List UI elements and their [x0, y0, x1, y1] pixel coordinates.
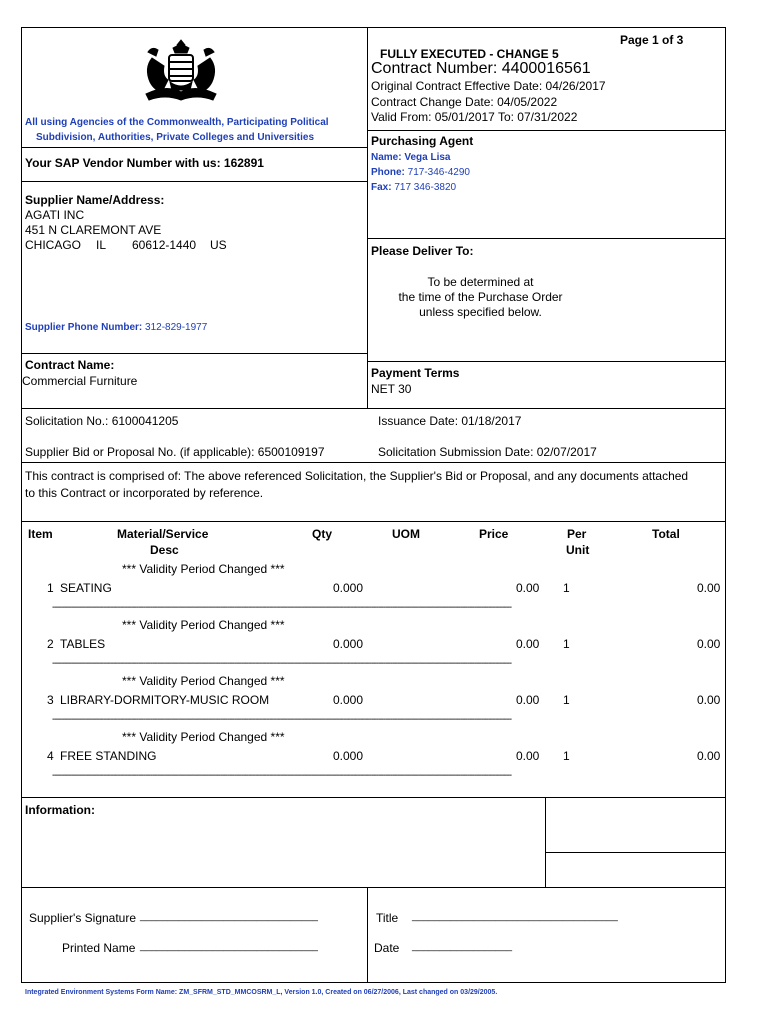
col-per-unit: Unit	[566, 543, 590, 557]
supplier-name: AGATI INC	[25, 208, 85, 222]
issuance-date: Issuance Date: 01/18/2017	[378, 414, 522, 428]
item-total: 0.00	[697, 637, 721, 651]
submission-date: Solicitation Submission Date: 02/07/2017	[378, 445, 597, 459]
item-number: 2	[47, 637, 54, 651]
item-total: 0.00	[697, 693, 721, 707]
contract-name-value: Commercial Furniture	[22, 374, 138, 388]
divider	[367, 130, 726, 131]
page-number: Page 1 of 3	[620, 33, 684, 47]
status-label: FULLY EXECUTED - CHANGE 5	[380, 47, 559, 61]
original-effective-date: Original Contract Effective Date: 04/26/2017	[371, 79, 606, 93]
commonwealth-seal-icon	[140, 38, 222, 104]
item-note: *** Validity Period Changed ***	[122, 618, 285, 632]
item-note: *** Validity Period Changed ***	[122, 674, 285, 688]
signature-line[interactable]: ________________________________	[140, 911, 318, 922]
item-qty: 0.000	[333, 693, 364, 707]
col-item: Item	[28, 527, 53, 541]
form-footer: Integrated Environment Systems Form Name: ZM_SFRM_STD_MMCOSRM_L, Version 1.0, Created on 06/27/2006, Last changed on 03/29/2005.	[25, 989, 498, 996]
supplier-phone-value: 312-829-1977	[145, 322, 208, 333]
divider	[367, 361, 726, 362]
vendor-number: Your SAP Vendor Number with us: 162891	[25, 156, 264, 170]
supplier-title: Supplier Name/Address:	[25, 193, 165, 207]
supplier-phone: Supplier Phone Number: 312-829-1977	[25, 322, 208, 333]
deliver-line-1: To be determined at	[427, 275, 534, 289]
information-title: Information:	[25, 803, 95, 817]
item-desc: LIBRARY-DORMITORY-MUSIC ROOM	[60, 693, 270, 707]
item-price: 0.00	[516, 581, 540, 595]
divider	[21, 887, 726, 888]
col-per: Per	[567, 527, 587, 541]
agencies-line-2: Subdivision, Authorities, Private Colleges and Universities	[36, 132, 315, 143]
item-number: 4	[47, 749, 54, 763]
comprised-line-2: to this Contract or incorporated by reference.	[25, 486, 264, 500]
divider	[21, 408, 726, 409]
item-qty: 0.000	[333, 749, 364, 763]
item-qty: 0.000	[333, 581, 364, 595]
divider	[21, 147, 368, 148]
agent-fax-value: 717 346-3820	[394, 182, 457, 193]
divider	[21, 797, 726, 798]
divider	[21, 181, 368, 182]
payment-terms-title: Payment Terms	[371, 366, 460, 380]
agent-phone: Phone: 717-346-4290	[371, 167, 470, 178]
comprised-line-1: This contract is comprised of: The above referenced Solicitation, the Supplier's Bid or Proposal, and any documents attached	[25, 469, 689, 483]
divider	[545, 852, 726, 853]
agent-phone-value: 717-346-4290	[407, 167, 470, 178]
col-material-desc: Desc	[150, 543, 179, 557]
item-total: 0.00	[697, 581, 721, 595]
deliver-line-2: the time of the Purchase Order	[398, 290, 563, 304]
item-total: 0.00	[697, 749, 721, 763]
col-price: Price	[479, 527, 509, 541]
title-label: Title	[376, 911, 399, 925]
item-per: 1	[563, 637, 570, 651]
row-separator: -----------------------------------------------------------------------------------------------------------------------------------------------------------------------------------------------------	[52, 659, 512, 669]
col-uom: UOM	[392, 527, 420, 541]
divider	[367, 887, 368, 983]
divider	[367, 238, 726, 239]
item-price: 0.00	[516, 637, 540, 651]
purchasing-agent-title: Purchasing Agent	[371, 134, 474, 148]
frame-bottom	[21, 982, 726, 983]
item-note: *** Validity Period Changed ***	[122, 730, 285, 744]
contract-number: Contract Number: 4400016561	[371, 60, 591, 77]
item-number: 3	[47, 693, 54, 707]
divider	[21, 462, 726, 463]
supplier-country: US	[210, 238, 227, 252]
frame-left	[21, 27, 22, 983]
frame-top	[21, 27, 726, 28]
signature-label: Supplier's Signature	[29, 911, 137, 925]
agencies-line-1: All using Agencies of the Commonwealth, Participating Political	[25, 117, 329, 128]
agent-fax: Fax: 717 346-3820	[371, 182, 457, 193]
item-qty: 0.000	[333, 637, 364, 651]
row-separator: -----------------------------------------------------------------------------------------------------------------------------------------------------------------------------------------------------	[52, 603, 512, 613]
item-per: 1	[563, 749, 570, 763]
item-price: 0.00	[516, 693, 540, 707]
supplier-zip: 60612-1440	[132, 238, 197, 252]
col-material: Material/Service	[117, 527, 209, 541]
item-price: 0.00	[516, 749, 540, 763]
item-per: 1	[563, 581, 570, 595]
row-separator: -----------------------------------------------------------------------------------------------------------------------------------------------------------------------------------------------------	[52, 771, 512, 781]
divider	[21, 353, 368, 354]
divider	[545, 797, 546, 888]
contract-name-title: Contract Name:	[25, 358, 115, 372]
deliver-line-3: unless specified below.	[419, 305, 542, 319]
bid-number: Supplier Bid or Proposal No. (if applicable): 6500109197	[25, 445, 325, 459]
title-line[interactable]: _____________________________________	[412, 911, 618, 922]
valid-dates: Valid From: 05/01/2017 To: 07/31/2022	[371, 110, 578, 124]
printed-name-label: Printed Name	[62, 941, 136, 955]
date-label: Date	[374, 941, 400, 955]
date-line[interactable]: __________________	[412, 941, 513, 952]
item-note: *** Validity Period Changed ***	[122, 562, 285, 576]
col-total: Total	[652, 527, 680, 541]
item-per: 1	[563, 693, 570, 707]
item-desc: FREE STANDING	[60, 749, 157, 763]
item-desc: SEATING	[60, 581, 112, 595]
supplier-street: 451 N CLAREMONT AVE	[25, 223, 162, 237]
contract-change-date: Contract Change Date: 04/05/2022	[371, 95, 558, 109]
row-separator: -----------------------------------------------------------------------------------------------------------------------------------------------------------------------------------------------------	[52, 715, 512, 725]
solicitation-number: Solicitation No.: 6100041205	[25, 414, 179, 428]
supplier-state: IL	[96, 238, 107, 252]
printed-name-line[interactable]: ________________________________	[140, 941, 318, 952]
divider	[367, 27, 368, 409]
item-desc: TABLES	[60, 637, 106, 651]
supplier-city: CHICAGO	[25, 238, 82, 252]
divider	[21, 521, 726, 522]
payment-terms-value: NET 30	[371, 382, 412, 396]
agent-name: Name: Vega Lisa	[371, 152, 451, 163]
deliver-title: Please Deliver To:	[371, 244, 474, 258]
col-qty: Qty	[312, 527, 333, 541]
item-number: 1	[47, 581, 54, 595]
frame-right	[725, 27, 726, 983]
